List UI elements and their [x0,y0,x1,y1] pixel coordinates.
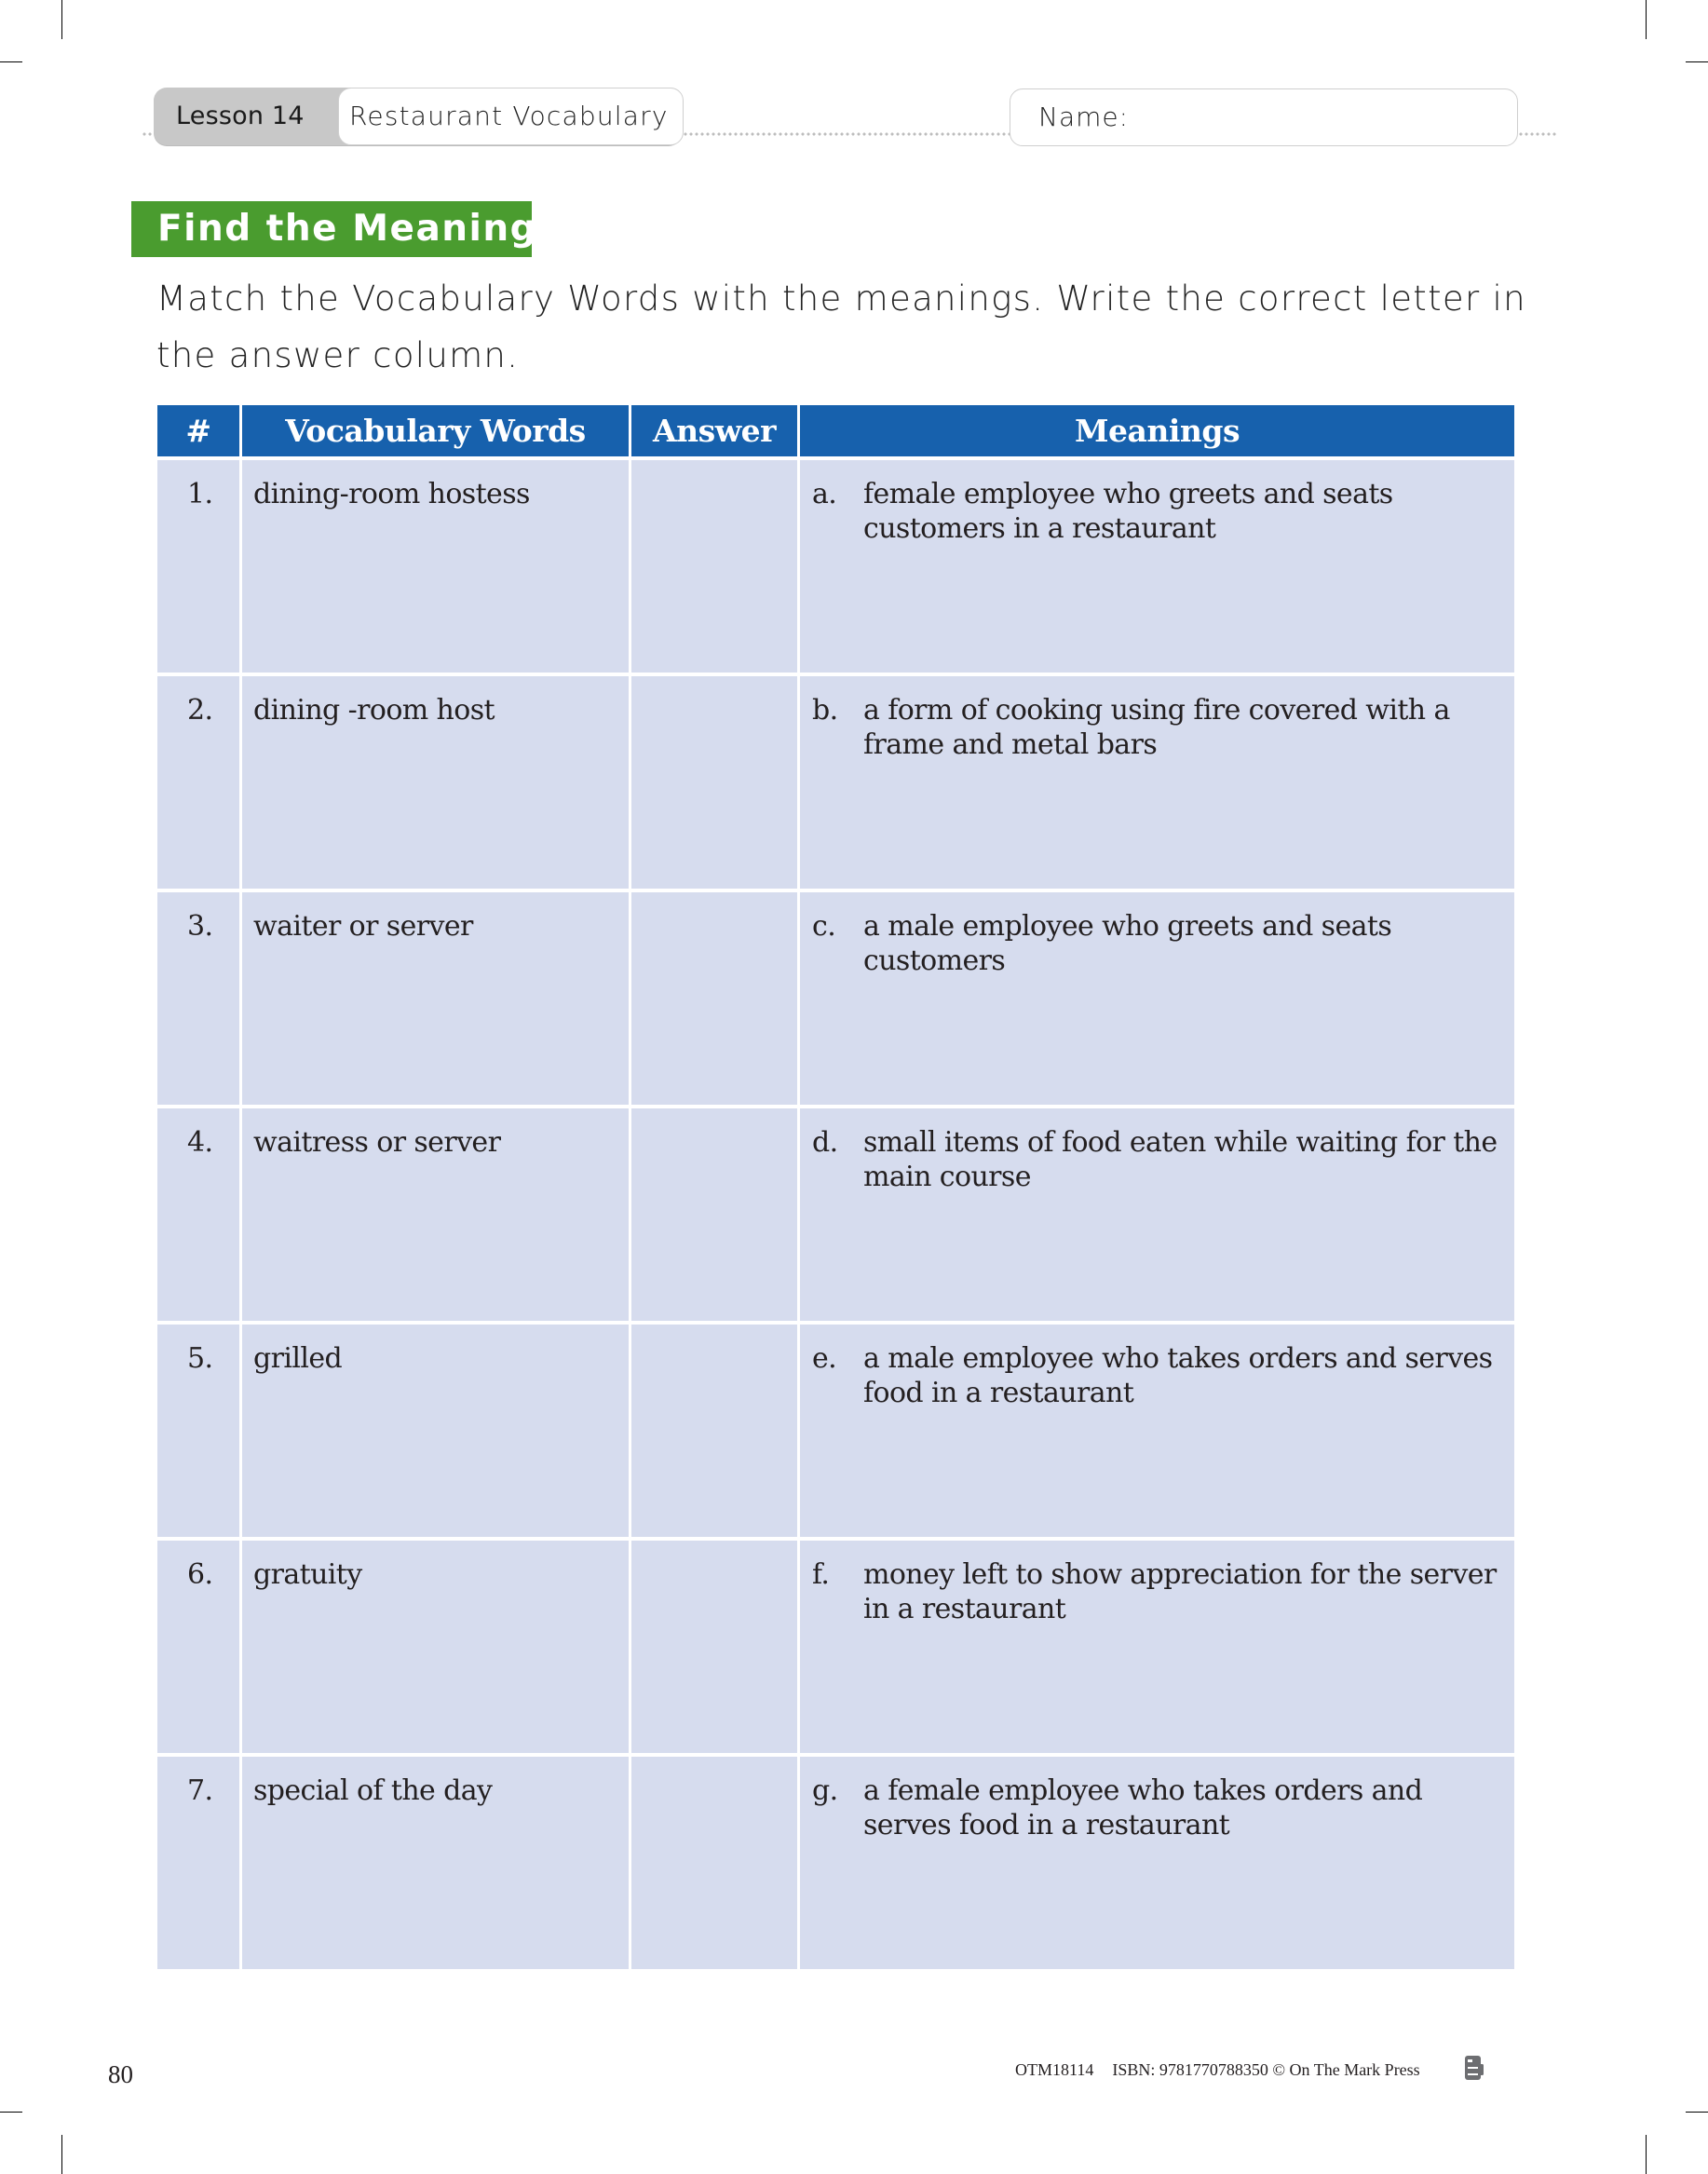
lesson-title: Restaurant Vocabulary [349,101,669,131]
answer-input[interactable] [631,892,797,1105]
table-row [157,889,1514,1105]
meaning-text: a male employee who greets and seats customers [863,910,1392,977]
vocabulary-word: gratuity [242,1541,631,1753]
column-header-meanings: Meanings [800,405,1514,456]
answer-input[interactable] [631,1757,797,1969]
meaning-text: a female employee who takes orders and serves food in a restaurant [863,1774,1423,1841]
header-dotted-rule [1518,132,1557,136]
answer-input[interactable] [631,676,797,889]
meaning-letter: a. [812,478,837,510]
crop-mark [1686,2112,1708,2113]
column-header-answer: Answer [631,405,800,456]
crop-mark [1686,61,1708,62]
row-number: 5. [157,1325,242,1537]
answer-input[interactable] [631,460,797,673]
isbn-copyright: ISBN: 9781770788350 © On The Mark Press [1112,2060,1420,2079]
crop-mark [0,61,22,62]
answer-cell[interactable] [631,1108,800,1321]
row-number: 3. [157,892,242,1105]
meaning-letter: g. [812,1774,838,1807]
instructions: Match the Vocabulary Words with the meanings. Write the correct letter in the answer column. [156,279,1526,375]
meaning-text: small items of food eaten while waiting for the main course [863,1126,1498,1193]
lesson-title-box [338,88,684,145]
vocabulary-table [157,405,1514,1969]
crop-mark [0,2112,22,2113]
answer-input[interactable] [631,1325,797,1537]
meaning-cell [800,1325,1514,1537]
row-number: 6. [157,1541,242,1753]
vocabulary-word: special of the day [242,1757,631,1969]
column-header-vocabulary-words: Vocabulary Words [242,405,631,456]
answer-cell[interactable] [631,1541,800,1753]
name-field[interactable] [1010,88,1518,146]
meaning-text: a male employee who takes orders and serves food in a restaurant [863,1342,1493,1409]
table-row [157,1321,1514,1537]
meaning-cell [800,1541,1514,1753]
vocabulary-word: grilled [242,1325,631,1537]
lesson-label: Lesson 14 [176,102,305,130]
vocabulary-word: dining-room hostess [242,460,631,673]
meaning-letter: f. [812,1558,830,1591]
meaning-cell [800,460,1514,673]
vocabulary-word: waitress or server [242,1108,631,1321]
meaning-text: a form of cooking using fire covered with a frame and metal bars [863,694,1450,761]
answer-input[interactable] [631,1541,797,1753]
page-number: 80 [108,2060,133,2088]
meaning-cell [800,1108,1514,1321]
name-label: Name: [1038,102,1130,132]
crop-mark [61,2135,62,2174]
table-header [157,405,1514,456]
crop-mark [61,0,62,39]
answer-cell[interactable] [631,1757,800,1969]
meaning-text: female employee who greets and seats customers in a restaurant [863,478,1393,545]
answer-cell[interactable] [631,676,800,889]
row-number: 7. [157,1757,242,1969]
meaning-cell [800,676,1514,889]
answer-cell[interactable] [631,1325,800,1537]
table-row [157,456,1514,673]
table-row [157,673,1514,889]
answer-input[interactable] [631,1108,797,1321]
meaning-letter: e. [812,1342,837,1375]
meaning-letter: c. [812,910,836,943]
answer-cell[interactable] [631,892,800,1105]
answer-cell[interactable] [631,460,800,673]
meaning-letter: b. [812,694,838,727]
press-logo-icon [1464,2055,1484,2081]
meaning-cell [800,892,1514,1105]
meaning-letter: d. [812,1126,838,1159]
row-number: 1. [157,460,242,673]
table-row [157,1105,1514,1321]
crop-mark [1646,0,1647,39]
product-code: OTM18114 [1015,2060,1094,2079]
vocabulary-word: dining -room host [242,676,631,889]
table-row [157,1753,1514,1969]
header-dotted-rule [683,132,1010,136]
section-heading-text: Find the Meaning: [157,208,554,250]
vocabulary-word: waiter or server [242,892,631,1105]
lesson-tab [154,88,682,145]
crop-mark [1646,2135,1647,2174]
column-header-number: # [157,405,242,456]
meaning-text: money left to show appreciation for the server in a restaurant [863,1558,1497,1625]
row-number: 2. [157,676,242,889]
row-number: 4. [157,1108,242,1321]
section-heading [131,201,554,257]
footer-credit [1015,2060,1420,2080]
meaning-cell [800,1757,1514,1969]
table-row [157,1537,1514,1753]
header-dotted-rule [142,132,155,136]
